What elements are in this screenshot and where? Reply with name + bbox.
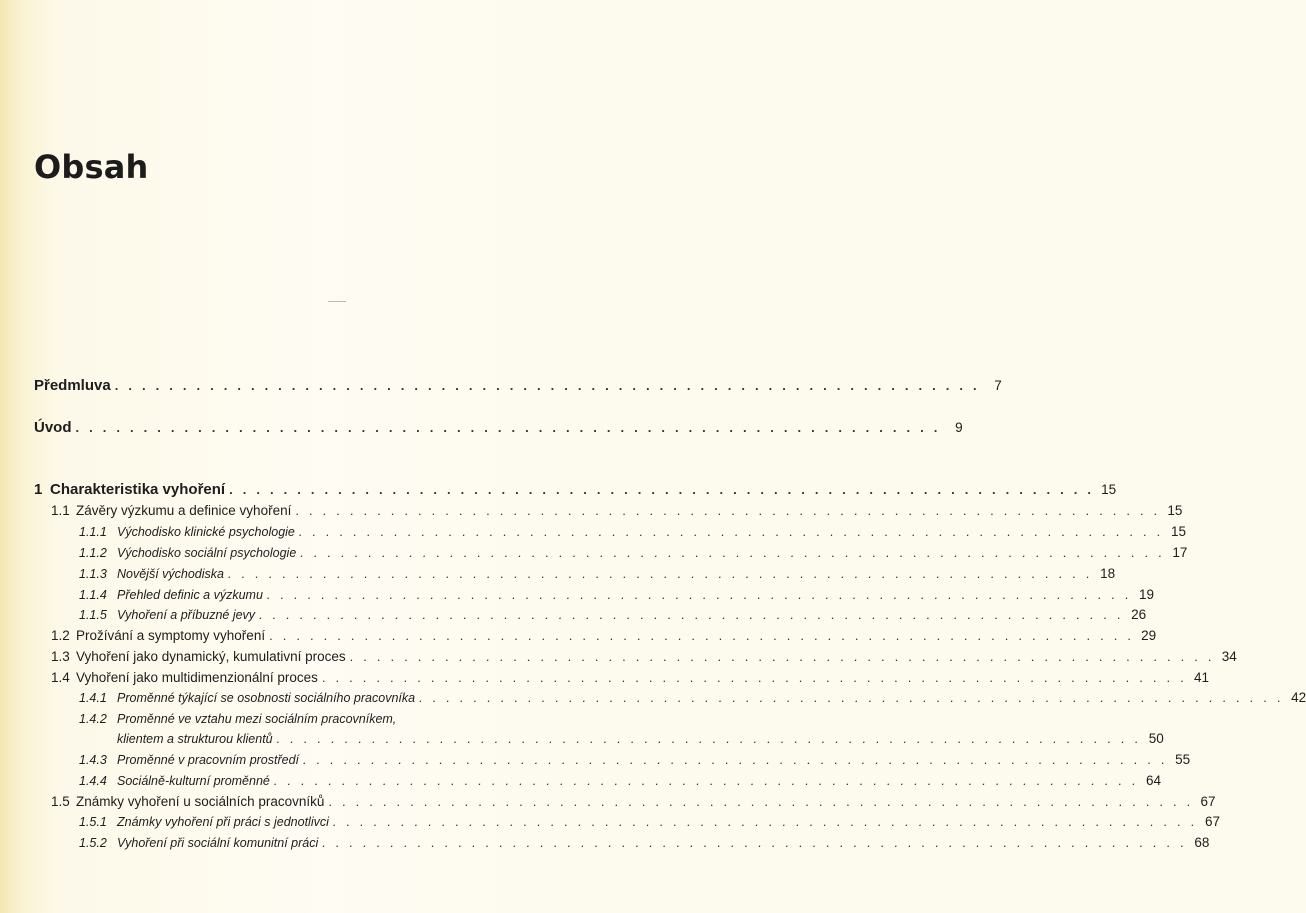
toc-subsection-1-5-1[interactable] — [79, 814, 1220, 830]
dot-leader — [328, 794, 1193, 810]
toc-entry-page: 26 — [1131, 607, 1147, 622]
toc-section-1-3[interactable] — [51, 649, 1237, 665]
toc-entry-page: 55 — [1175, 752, 1191, 767]
toc-entry-title: Předmluva — [34, 377, 111, 394]
toc-entry-title: Vyhoření jako dynamický, kumulativní proces — [76, 649, 346, 664]
toc-entry-number: 1.4.1 — [79, 691, 107, 705]
toc-subsection-1-5-2[interactable] — [79, 835, 1210, 851]
toc-entry-title: Vyhoření a příbuzné jevy — [117, 608, 256, 622]
toc-entry-title-line-2: klientem a strukturou klientů — [117, 732, 273, 746]
toc-entry-title: Vyhoření při sociální komunitní práci — [117, 836, 319, 850]
toc-entry-number: 1.1.3 — [79, 567, 107, 581]
dot-leader — [333, 814, 1198, 830]
toc-entry-number: 1.5 — [51, 794, 70, 809]
toc-entry-page: 34 — [1221, 649, 1237, 664]
toc-entry-title: Charakteristika vyhoření — [50, 481, 226, 498]
toc-entry-title: Prožívání a symptomy vyhoření — [76, 628, 266, 643]
toc-entry-page: 67 — [1200, 794, 1216, 809]
toc-chapter-1[interactable] — [34, 481, 1117, 498]
dot-leader — [350, 649, 1215, 665]
page-title: Obsah — [34, 148, 149, 186]
dot-leader — [115, 378, 980, 394]
toc-entry-page: 19 — [1138, 587, 1155, 602]
dot-leader — [322, 670, 1187, 686]
toc-entry-title: Novější východiska — [117, 567, 224, 581]
toc-entry-page: 15 — [1170, 524, 1186, 539]
toc-entry-title: Vyhoření jako multidimenzionální proces — [76, 670, 318, 685]
dot-leader — [267, 587, 1132, 603]
dot-leader — [229, 482, 1094, 498]
toc-entry-title: Závěry výzkumu a definice vyhoření — [76, 503, 292, 518]
toc-entry-number: 1.2 — [51, 628, 70, 643]
toc-entry-number: 1.5.2 — [79, 836, 107, 850]
toc-entry-title: Sociálně-kulturní proměnné — [117, 774, 270, 788]
toc-entry-number: 1.1 — [51, 503, 70, 518]
toc-entry-number: 1.1.4 — [79, 588, 107, 602]
dot-leader — [228, 566, 1093, 582]
dot-leader — [300, 545, 1165, 561]
toc-entry-number: 1.1.1 — [79, 525, 107, 539]
toc-entry-page: 17 — [1172, 545, 1188, 560]
toc-entry-title-line-1: Proměnné ve vztahu mezi sociálním pracovníkem, — [117, 712, 397, 726]
toc-entry-title: Známky vyhoření při práci s jednotlivci — [117, 815, 329, 829]
toc-entry-title: Úvod — [34, 419, 72, 436]
toc-entry-page: 18 — [1100, 566, 1116, 581]
toc-entry-uvod[interactable] — [34, 419, 963, 436]
toc-entry-number: 1.4.3 — [79, 753, 107, 767]
toc-section-1-2[interactable] — [51, 628, 1157, 644]
toc-subsection-1-4-1[interactable] — [79, 690, 1306, 706]
toc-entry-page: 42 — [1291, 690, 1306, 705]
toc-subsection-1-1-5[interactable] — [79, 607, 1147, 623]
toc-entry-page: 68 — [1194, 835, 1210, 850]
toc-entry-title: Proměnné v pracovním prostředí — [117, 753, 300, 767]
toc-subsection-1-1-2[interactable] — [79, 545, 1188, 561]
dot-leader — [299, 524, 1164, 540]
toc-subsection-1-1-4[interactable] — [79, 587, 1155, 603]
toc-entry-number: 1.3 — [51, 649, 70, 664]
toc-subsection-1-1-1[interactable] — [79, 524, 1186, 540]
dot-leader — [269, 628, 1134, 644]
dot-leader — [76, 420, 941, 436]
dot-leader — [419, 690, 1284, 706]
toc-entry-number: 1.4.4 — [79, 774, 107, 788]
dot-leader — [303, 752, 1168, 768]
toc-section-1-5[interactable] — [51, 794, 1216, 810]
toc-entry-page: 29 — [1141, 628, 1157, 643]
toc-entry-title: Východisko sociální psychologie — [117, 546, 297, 560]
toc-entry-page: 9 — [955, 420, 963, 435]
toc-section-1-1[interactable] — [51, 503, 1183, 519]
toc-subsection-1-4-3[interactable] — [79, 752, 1191, 768]
toc-subsection-1-1-3[interactable] — [79, 566, 1116, 582]
toc-entry-page: 15 — [1167, 503, 1183, 518]
dot-leader — [322, 835, 1187, 851]
toc-entry-page: 7 — [994, 378, 1002, 393]
toc-entry-title: Východisko klinické psychologie — [117, 525, 295, 539]
toc-entry-title: Proměnné týkající se osobnosti sociálního pracovníka — [117, 691, 416, 705]
dot-leader — [274, 773, 1139, 789]
toc-entry-number: 1.1.5 — [79, 608, 107, 622]
toc-entry-title: Známky vyhoření u sociálních pracovníků — [76, 794, 325, 809]
toc-subsection-1-4-4[interactable] — [79, 773, 1161, 789]
toc-entry-page: 50 — [1148, 731, 1164, 746]
toc-entry-page: 67 — [1204, 814, 1220, 829]
toc-entry-page: 41 — [1193, 670, 1209, 685]
toc-subsection-1-4-2-first-line[interactable] — [79, 711, 396, 727]
dot-leader — [259, 607, 1124, 623]
toc-entry-number: 1.4 — [51, 670, 70, 685]
toc-entry-page: 15 — [1101, 482, 1117, 497]
toc-entry-title: Přehled definic a výzkumu — [117, 588, 263, 602]
toc-section-1-4[interactable] — [51, 670, 1209, 686]
dot-leader — [295, 503, 1160, 519]
toc-subsection-1-4-2[interactable] — [117, 731, 1164, 747]
dot-leader — [277, 731, 1142, 747]
toc-entry-number: 1.1.2 — [79, 546, 107, 560]
toc-entry-number: 1.4.2 — [79, 712, 107, 726]
toc-entry-number: 1 — [34, 481, 43, 498]
toc-entry-number: 1.5.1 — [79, 815, 107, 829]
toc-entry-predmluva[interactable] — [34, 377, 1002, 394]
toc-entry-page: 64 — [1145, 773, 1161, 788]
